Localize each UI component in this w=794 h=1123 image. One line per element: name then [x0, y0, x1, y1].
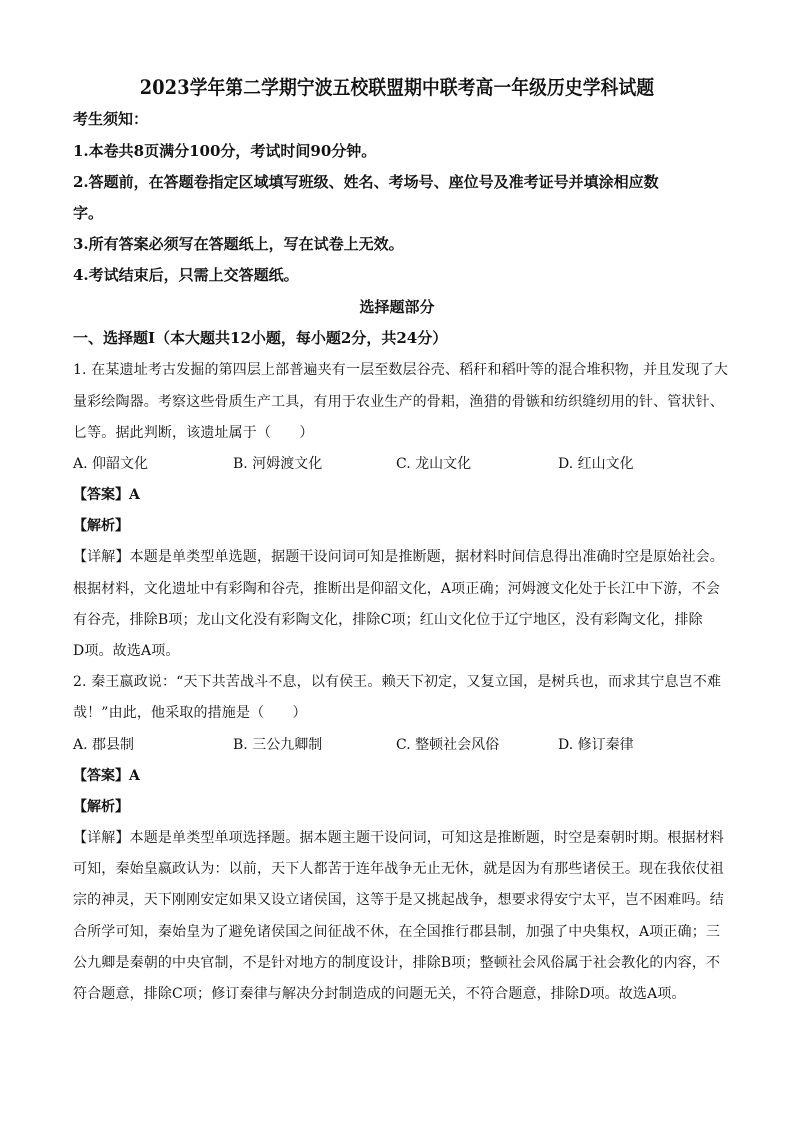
q1-detail-line-3: 有谷壳，排除B项；龙山文化没有彩陶文化，排除C项；红山文化位于辽宁地区，没有彩陶文化，排除: [73, 612, 703, 628]
q1-stem-line-2: 量彩绘陶器。考察这些骨质生产工具，有用于农业生产的骨耜，渔猎的骨镞和纺织缝纫用的针、管状针、: [73, 394, 724, 410]
section-title: 选择题部分: [359, 298, 435, 316]
q2-option-d: D. 修订秦律: [558, 737, 634, 753]
notice-heading: 考生须知：: [73, 110, 149, 128]
notice-item-3: 3.所有答案必须写在答题纸上，写在试卷上无效。: [73, 235, 404, 253]
q2-option-a: A. 郡县制: [73, 737, 135, 753]
q2-option-c: C. 整顿社会风俗: [396, 737, 500, 753]
part-heading: 一、选择题Ⅰ（本大题共12小题，每小题2分，共24分）: [73, 329, 448, 347]
q2-answer: 【答案】A: [73, 768, 140, 784]
q1-detail-line-2: 根据材料，文化遗址中有彩陶和谷壳，推断出是仰韶文化，A项正确；河姆渡文化处于长江中下游，不会: [73, 581, 721, 597]
q1-stem-line-3: 匕等。据此判断，该遗址属于（ ）: [73, 425, 314, 441]
q2-analysis-label: 【解析】: [73, 799, 129, 815]
q2-detail-line-3: 宗的神灵，天下刚刚安定如果又设立诸侯国，这等于是又挑起战争，想要求得安宁太平，岂不困难吗。结: [73, 892, 724, 908]
q2-stem-line-1: 2. 秦王嬴政说：“天下共苦战斗不息，以有侯王。赖天下初定，又复立国，是树兵也，而求其宁息岂不难: [73, 674, 722, 690]
notice-item-2: 2.答题前，在答题卷指定区域填写班级、姓名、考场号、座位号及准考证号并填涂相应数: [73, 173, 659, 191]
q1-answer: 【答案】A: [73, 487, 140, 503]
q2-detail-line-1: 【详解】本题是单类型单项选择题。据本题主题干设问词，可知这是推断题，时空是秦朝时期。根据材料: [73, 830, 724, 846]
notice-item-1: 1.本卷共8页满分100分，考试时间90分钟。: [73, 142, 377, 160]
q1-option-d: D. 红山文化: [558, 456, 634, 472]
q1-analysis-label: 【解析】: [73, 518, 129, 534]
exam-title: 2023学年第二学期宁波五校联盟期中联考高一年级历史学科试题: [139, 76, 655, 99]
notice-item-2-cont: 字。: [73, 204, 104, 222]
q2-detail-line-4: 合所学可知，秦始皇为了避免诸侯国之间征战不休，在全国推行郡县制，加强了中央集权，A项正确；三: [73, 924, 721, 940]
q1-stem-line-1: 1. 在某遗址考古发掘的第四层上部普遍夹有一层至数层谷壳、稻秆和稻叶等的混合堆积物，并且发现了大: [73, 362, 729, 378]
q2-option-b: B. 三公九卿制: [233, 737, 323, 753]
q1-detail-line-4: D项。故选A项。: [73, 643, 180, 659]
q1-option-a: A. 仰韶文化: [73, 456, 149, 472]
q2-detail-line-2: 可知，秦始皇嬴政认为：以前，天下人都苦于连年战争无止无休，就是因为有那些诸侯王。现在我依仗祖: [73, 861, 724, 877]
q2-detail-line-5: 公九卿是秦朝的中央官制，不是针对地方的制度设计，排除B项；整顿社会风俗属于社会教化的内容，不: [73, 955, 721, 971]
q2-stem-line-2: 哉！”由此，他采取的措施是（ ）: [73, 705, 307, 721]
q1-option-b: B. 河姆渡文化: [233, 456, 323, 472]
q1-option-c: C. 龙山文化: [396, 456, 472, 472]
q1-detail-line-1: 【详解】本题是单类型单选题，据题干设问词可知是推断题，据材料时间信息得出准确时空是原始社会。: [73, 549, 724, 565]
q2-detail-line-6: 符合题意，排除C项；修订秦律与解决分封制造成的问题无关，不符合题意，排除D项。故选A项。: [73, 986, 686, 1002]
notice-item-4: 4.考试结束后，只需上交答题纸。: [73, 266, 299, 284]
